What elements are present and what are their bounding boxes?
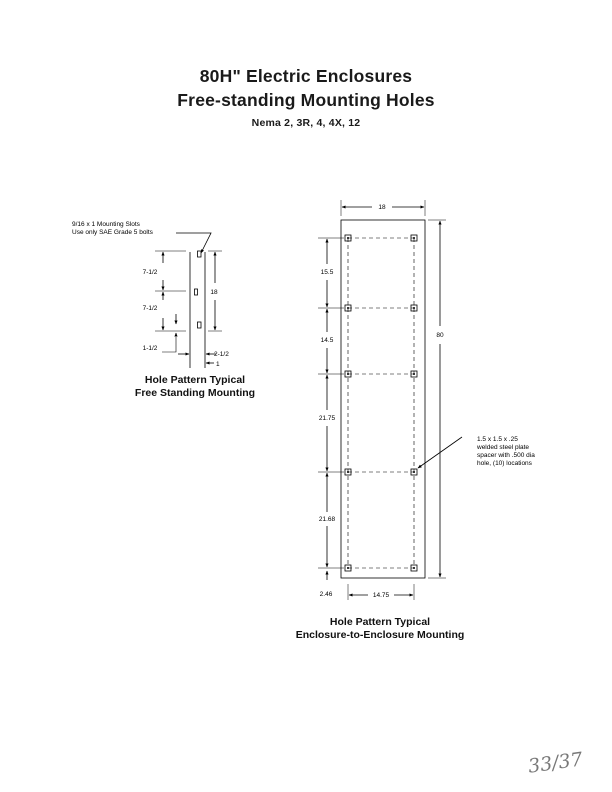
slot-note-line1: 9/16 x 1 Mounting Slots [72, 221, 140, 228]
enclosure-labels [319, 204, 535, 599]
spacer-plates [345, 235, 417, 571]
title-line-2: Free-standing Mounting Holes [177, 90, 435, 110]
enclosure-height-label: 80 [436, 332, 444, 339]
dim-side-offset: 2-1/2 [214, 351, 229, 358]
bottom-offset-leader [162, 337, 176, 352]
spacer-holes [347, 237, 415, 569]
hole-spacing-dims [318, 238, 344, 580]
enclosure-bottom-offset-label: 2.46 [319, 591, 333, 598]
page-mark: 33/37 [526, 748, 585, 778]
spacer-note-line1: 1.5 x 1.5 x .25 [477, 436, 518, 443]
mounting-slot-bottom [198, 322, 202, 328]
enclosure-hole-span-label: 14.75 [372, 592, 390, 599]
dim-bottom-offset: 1-1/2 [142, 345, 158, 352]
hole-spacing-label: 14.5 [320, 337, 334, 344]
spacer-note-line4: hole, (10) locations [477, 460, 532, 467]
hole-spacing-label: 21.68 [318, 516, 336, 523]
enclosure-caption-line2: Enclosure-to-Enclosure Mounting [295, 629, 465, 641]
hole-spacing-label: 15.5 [320, 269, 334, 276]
dim-width: 1 [216, 361, 220, 368]
hole-spacing-label: 21.75 [318, 415, 336, 422]
dim-upper-spacing: 7-1/2 [142, 269, 158, 276]
enclosure-outline [341, 220, 425, 578]
dim-lower-spacing: 7-1/2 [142, 305, 158, 312]
hole-centerlines [348, 238, 414, 568]
enclosure-caption [280, 616, 480, 642]
free-standing-caption-line1: Hole Pattern Typical [144, 374, 246, 386]
nema-ratings: Nema 2, 3R, 4, 4X, 12 [251, 117, 361, 129]
enclosure-detail [318, 200, 462, 600]
enclosure-caption-line1: Hole Pattern Typical [329, 616, 431, 628]
enclosure-width-label: 18 [378, 204, 386, 211]
title-line-1: 80H" Electric Enclosures [199, 66, 413, 86]
dim-total-height: 18 [210, 289, 218, 296]
free-standing-caption [110, 374, 280, 400]
mounting-slot-middle [195, 289, 198, 295]
spacer-note-line2: welded steel plate [477, 444, 530, 451]
free-standing-detail [155, 233, 222, 368]
slot-note-line2: Use only SAE Grade 5 bolts [72, 229, 153, 236]
slot-note-leader [176, 233, 211, 253]
free-standing-caption-line2: Free Standing Mounting [134, 387, 256, 399]
spacer-note-line3: spacer with .500 dia [477, 452, 535, 459]
mounting-slot-top [198, 251, 202, 257]
